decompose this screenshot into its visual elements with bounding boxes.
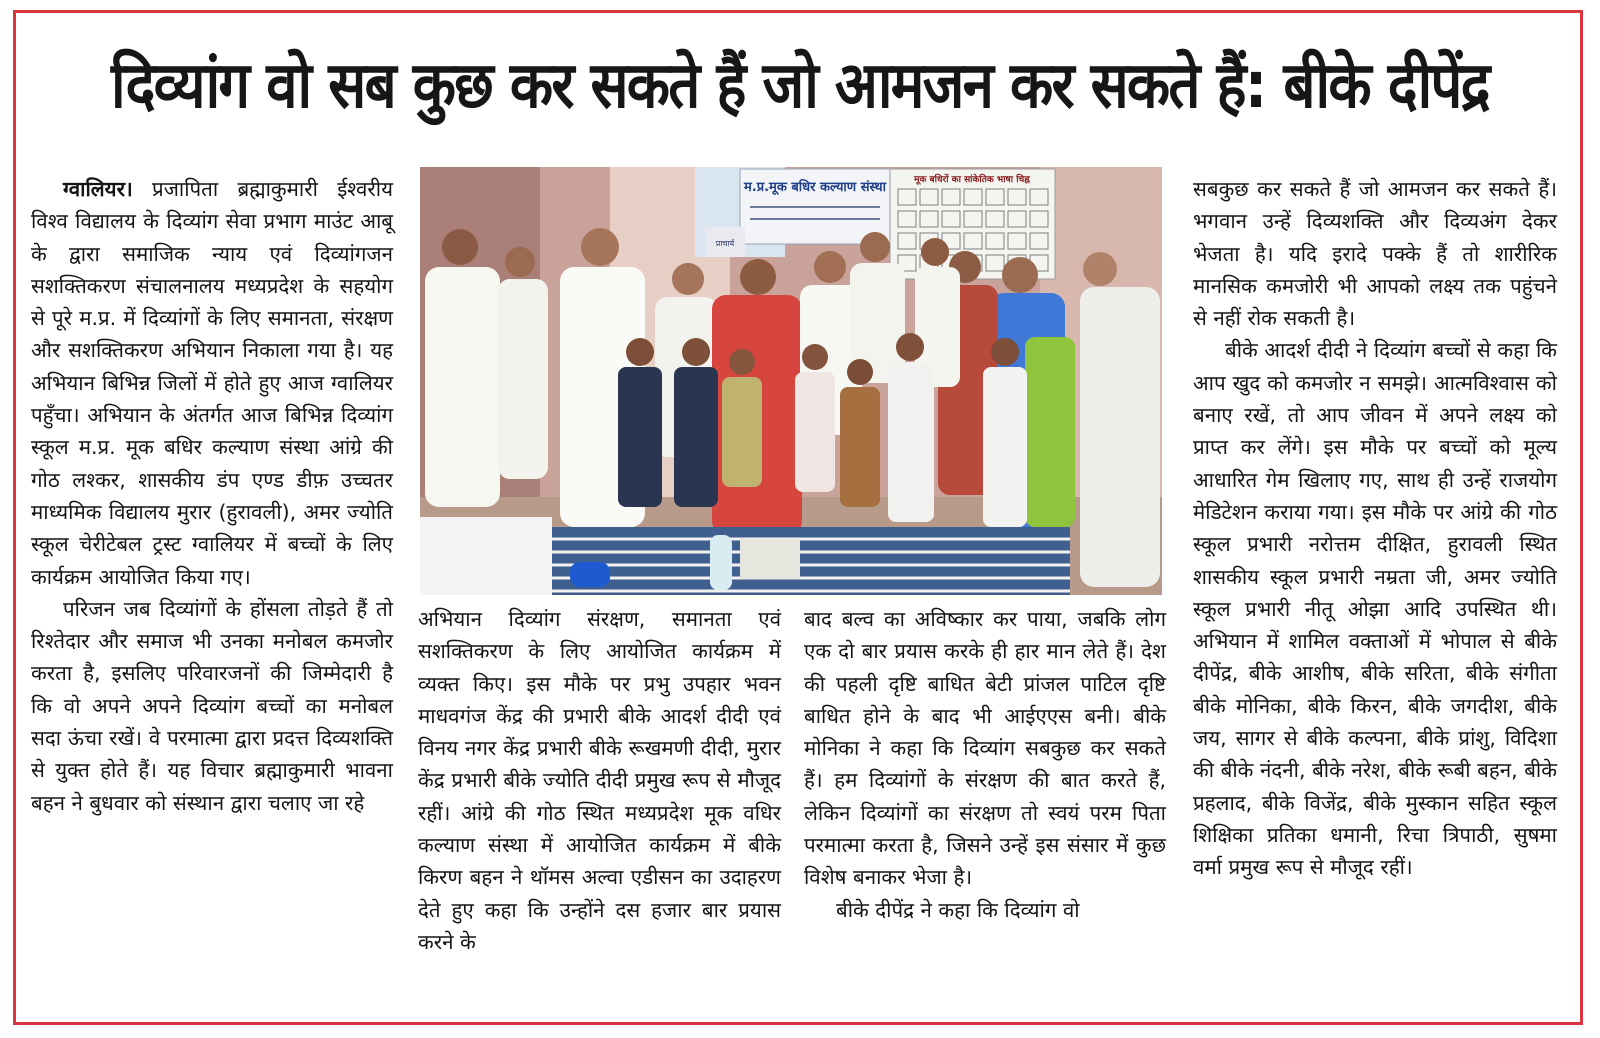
headline: दिव्यांग वो सब कुछ कर सकते हैं जो आमजन कर सकते हैं: बीके दीपेंद्र — [110, 49, 1489, 123]
article-column-2 — [418, 603, 781, 958]
column-3-paragraph-2: बीके दीपेंद्र ने कहा कि दिव्यांग वो — [836, 897, 1080, 922]
small-sign-text: प्राचार्य — [715, 239, 735, 248]
column-3-paragraph-1: बाद बल्व का अविष्कार कर पाया, जबकि लोग एक दो बार प्रयास करके ही हार मान लेते हैं। देश की पहली दृष्टि बाधित बेटी प्रांजल पाटिल दृष्टि बाधित होने के बाद भी आईएएस बनी। बीके मोनिका ने कहा कि दिव्यांग सबकुछ कर सकते हैं। हम दिव्यांगों के संरक्षण की बात करते हैं, लेकिन दिव्यांगों का संरक्षण तो स्वयं परम पिता परमात्मा करता है, जिसने उन्हें इस संसार में कुछ विशेष बनाकर भेजा है। — [804, 607, 1166, 890]
group-photo-illustration — [420, 167, 1162, 595]
column-1-paragraph-2: परिजन जब दिव्यांगों के होंसला तोड़ते हैं तो रिश्तेदार और समाज भी उनका मनोबल कमजोर करता है, इसलिए परिवारजनों की जिम्मेदारी है कि वो अपने अपने दिव्यांग बच्चों का मनोबल सदा ऊंचा रखें। वे परमात्मा द्वारा प्रदत्त दिव्यशक्ति से युक्त होते हैं। यह विचार ब्रह्माकुमारी भावना बहन ने बुधवार को संस्थान द्वारा चलाए जा रहे — [31, 596, 393, 815]
banner-text: म.प्र.मूक बधिर कल्याण संस्था — [744, 180, 886, 195]
article-column-1 — [31, 173, 393, 819]
event-photo — [420, 167, 1162, 595]
column-4-paragraph-1: सबकुछ कर सकते हैं जो आमजन कर सकते हैं। भगवान उन्हें दिव्यशक्ति और दिव्यअंग देकर भेजता है। यदि इरादे पक्के हैं तो शारीरिक मानसिक कमजोरी भी आपको लक्ष्य तक पहुंचने से नहीं रोक सकती है। — [1193, 177, 1557, 331]
dateline: ग्वालियर। — [63, 177, 133, 201]
article-column-4 — [1193, 173, 1557, 884]
article-column-3 — [804, 603, 1166, 926]
column-1-paragraph-1 — [31, 173, 393, 593]
column-2-paragraph-1: अभियान दिव्यांग संरक्षण, समानता एवं सशक्तिकरण के लिए आयोजित कार्यक्रम में व्यक्त किए। इस मौके पर प्रभु उपहार भवन माधवगंज केंद्र की प्रभारी बीके आदर्श दीदी एवं विनय नगर केंद्र प्रभारी बीके रूखमणी दीदी, मुरार केंद्र प्रभारी बीके ज्योति दीदी प्रमुख रूप से मौजूद रहीं। आंग्रे की गोठ स्थित मध्यप्रदेश मूक वधिर कल्याण संस्था में आयोजित कार्यक्रम में बीके किरण बहन ने थॉमस अल्वा एडीसन का उदाहरण देते हुए कहा कि उन्होंने दस हजार बार प्रयास करने के — [418, 607, 781, 954]
column-4-paragraph-2: बीके आदर्श दीदी ने दिव्यांग बच्चों से कहा कि आप खुद को कमजोर न समझे। आत्मविश्वास को बनाए रखें, तो आप जीवन में अपने लक्ष्य को प्राप्त कर लेंगे। इस मौके पर बच्चों को मूल्य आधारित गेम खिलाए गए, साथ ही उन्हें राजयोग मेडिटेशन कराया गया। इस मौके पर आंग्रे की गोठ स्कूल प्रभारी नरोत्तम दीक्षित, हुरावली स्थित शासकीय स्कूल प्रभारी नम्रता जी, अमर ज्योति स्कूल प्रभारी नीतू ओझा आदि उपस्थित थी। अभियान में शामिल वक्ताओं में भोपाल से बीके दीपेंद्र, बीके आशीष, बीके सरिता, बीके संगीता बीके मोनिका, बीके किरन, बीके जगदीश, बीके जय, सागर से बीके कल्पना, बीके प्रांशु, विदिशा की बीके नंदनी, बीके नरेश, बीके रूबी बहन, बीके प्रहलाद, बीके विजेंद्र, बीके मुस्कान सहित स्कूल शिक्षिका प्रतिका धमानी, रिचा त्रिपाठी, सुषमा वर्मा प्रमुख रूप से मौजूद रहीं। — [1193, 338, 1557, 880]
column-1-paragraph-1-text: प्रजापिता ब्रह्माकुमारी ईश्वरीय विश्व विद्यालय के दिव्यांग सेवा प्रभाग माउंट आबू के द्वारा समाजिक न्याय एवं दिव्यांगजन सशक्तिकरण संचालनालय मध्यप्रदेश के सहयोग से पूरे म.प्र. में दिव्यांगों के लिए समानता, संरक्षण और सशक्तिकरण अभियान निकाला गया है। यह अभियान बिभिन्न जिलों में होते हुए आज ग्वालियर पहुँचा। अभियान के अंतर्गत आज बिभिन्न दिव्यांग स्कूल म.प्र. मूक बधिर कल्याण संस्था आंग्रे की गोठ लश्कर, शासकीय डंप एण्ड डीफ़ उच्चतर माध्यमिक विद्यालय मुरार (हुरावली), अमर ज्योति स्कूल चेरीटेबल ट्रस्ट ग्वालियर में बच्चों के लिए कार्यक्रम आयोजित किया गए। — [31, 177, 393, 589]
chart-heading-text: मूक बधिरों का सांकेतिक भाषा चिह्न — [914, 175, 1030, 185]
